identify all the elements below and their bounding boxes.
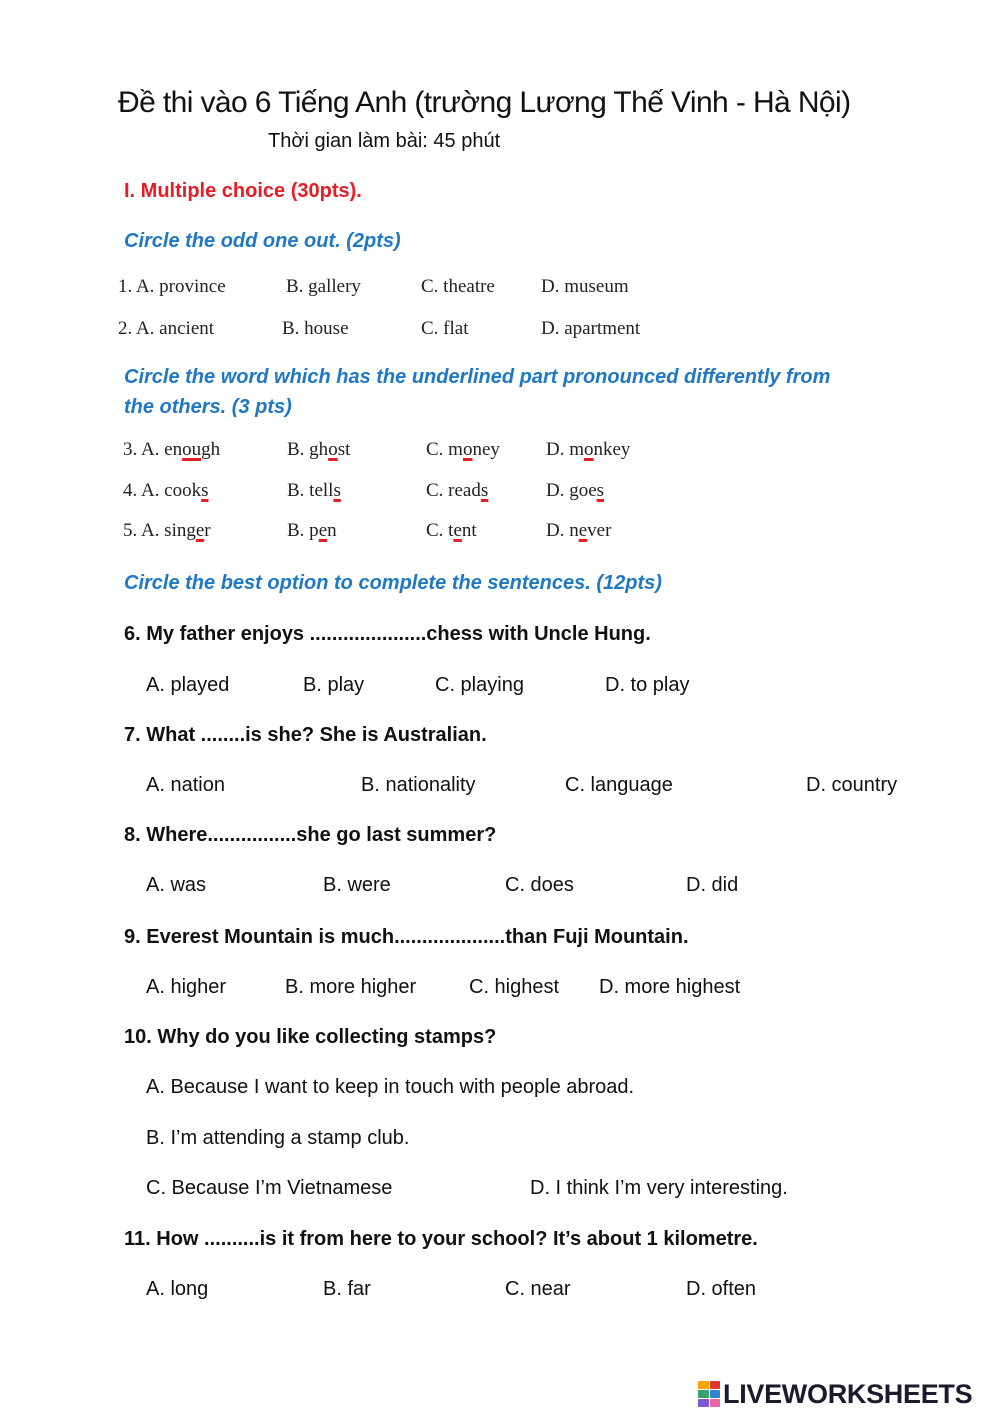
list-item-q1-option-c[interactable]: C. theatre — [421, 276, 495, 297]
list-item-q5-option-c[interactable] — [426, 520, 477, 542]
word-prefix: C. read — [426, 480, 481, 501]
word-suffix: r — [204, 520, 211, 541]
word-prefix: B. p — [287, 520, 319, 541]
q10-option-c[interactable]: C. Because I’m Vietnamese — [146, 1177, 393, 1199]
list-item-q1-option-a[interactable]: 1. A. province — [118, 276, 226, 297]
page-title: Đề thi vào 6 Tiếng Anh (trường Lương Thế Vinh - Hà Nội) — [118, 86, 851, 119]
list-item-q4-option-d[interactable] — [546, 480, 604, 502]
word-suffix: st — [337, 439, 351, 460]
list-item-q2-option-c[interactable]: C. flat — [421, 318, 469, 339]
word-suffix: ver — [587, 520, 612, 541]
page-subtitle: Thời gian làm bài: 45 phút — [268, 130, 501, 152]
underlined-part: e — [578, 520, 588, 541]
word-prefix: D. n — [546, 520, 579, 541]
q8-option-b[interactable]: B. were — [323, 874, 391, 896]
liveworksheets-logo[interactable] — [698, 1379, 972, 1409]
word-prefix: C. t — [426, 520, 454, 541]
q7-option-c[interactable]: C. language — [565, 774, 673, 796]
word-prefix: C. m — [426, 439, 463, 460]
word-suffix: nt — [461, 520, 477, 541]
underlined-part: o — [462, 439, 473, 460]
logo-square — [710, 1399, 721, 1407]
section-heading: I. Multiple choice (30pts). — [124, 180, 362, 202]
list-item-q5-option-a[interactable] — [123, 520, 211, 542]
list-item-q4-option-c[interactable] — [426, 480, 488, 502]
question-6: 6. My father enjoys .....................chess with Uncle Hung. — [124, 623, 651, 645]
list-item-q3-option-c[interactable] — [426, 439, 500, 461]
q7-option-a[interactable]: A. nation — [146, 774, 225, 796]
underlined-part: s — [596, 480, 605, 501]
q9-option-b[interactable]: B. more higher — [285, 976, 417, 998]
underlined-part: ou — [182, 439, 202, 460]
q6-option-c[interactable]: C. playing — [435, 674, 524, 696]
word-prefix: B. gh — [287, 439, 329, 460]
word-prefix: 5. A. sing — [123, 520, 196, 541]
q11-option-c[interactable]: C. near — [505, 1278, 571, 1300]
q8-option-a[interactable]: A. was — [146, 874, 207, 896]
q6-option-a[interactable]: A. played — [146, 674, 230, 696]
list-item-q5-option-b[interactable] — [287, 520, 337, 542]
underlined-part: e — [195, 520, 205, 541]
underlined-part: o — [328, 439, 338, 460]
word-suffix: nkey — [593, 439, 631, 460]
question-9: 9. Everest Mountain is much....................than Fuji Mountain. — [124, 926, 689, 948]
list-item-q3-option-a[interactable] — [123, 439, 220, 461]
underlined-part: o — [584, 439, 594, 460]
underlined-part: e — [453, 520, 462, 541]
q8-option-d[interactable]: D. did — [686, 874, 739, 896]
word-prefix: D. goe — [546, 480, 597, 501]
logo-text: LIVEWORKSHEETS — [723, 1378, 973, 1409]
logo-square — [698, 1381, 709, 1389]
word-suffix: n — [327, 520, 337, 541]
question-11: 11. How ..........is it from here to your school? It’s about 1 kilometre. — [124, 1228, 758, 1250]
q9-option-a[interactable]: A. higher — [146, 976, 227, 998]
q7-option-b[interactable]: B. nationality — [361, 774, 476, 796]
list-item-q4-option-b[interactable] — [287, 480, 341, 502]
q6-option-b[interactable]: B. play — [303, 674, 365, 696]
list-item-q5-option-d[interactable] — [546, 520, 611, 542]
word-prefix: 3. A. en — [123, 439, 183, 460]
q10-option-d[interactable]: D. I think I’m very interesting. — [530, 1177, 788, 1199]
q9-option-d[interactable]: D. more highest — [599, 976, 741, 998]
word-prefix: 4. A. cook — [123, 480, 202, 501]
q6-option-d[interactable]: D. to play — [605, 674, 690, 696]
underlined-part: e — [318, 520, 328, 541]
underlined-part: s — [201, 480, 209, 501]
q9-option-c[interactable]: C. highest — [469, 976, 560, 998]
q8-option-c[interactable]: C. does — [505, 874, 574, 896]
list-item-q2-option-b[interactable]: B. house — [282, 318, 349, 339]
word-prefix: B. tell — [287, 480, 334, 501]
logo-square — [710, 1390, 721, 1398]
list-item-q1-option-b[interactable]: B. gallery — [286, 276, 361, 297]
q11-option-b[interactable]: B. far — [323, 1278, 371, 1300]
instruction-pronunciation-line2: the others. (3 pts) — [124, 396, 292, 418]
q7-option-d[interactable]: D. country — [806, 774, 898, 796]
word-suffix: ney — [472, 439, 500, 460]
list-item-q1-option-d[interactable]: D. museum — [541, 276, 629, 297]
logo-square — [710, 1381, 721, 1389]
word-prefix: D. m — [546, 439, 584, 460]
list-item-q3-option-d[interactable] — [546, 439, 630, 461]
question-10: 10. Why do you like collecting stamps? — [124, 1026, 497, 1048]
list-item-q4-option-a[interactable] — [123, 480, 209, 502]
liveworksheets-logo-icon — [698, 1381, 720, 1407]
underlined-part: s — [333, 480, 341, 501]
logo-square — [698, 1390, 709, 1398]
q11-option-a[interactable]: A. long — [146, 1278, 209, 1300]
list-item-q3-option-b[interactable] — [287, 439, 350, 461]
logo-square — [698, 1399, 709, 1407]
underlined-part: s — [480, 480, 489, 501]
instruction-pronunciation-line1: Circle the word which has the underlined part pronounced differently from — [124, 366, 831, 388]
instruction-odd-one-out: Circle the odd one out. (2pts) — [124, 230, 401, 252]
question-7: 7. What ........is she? She is Australian. — [124, 724, 487, 746]
list-item-q2-option-d[interactable]: D. apartment — [541, 318, 641, 339]
q10-option-a[interactable]: A. Because I want to keep in touch with people abroad. — [146, 1076, 635, 1098]
list-item-q2-option-a[interactable]: 2. A. ancient — [118, 318, 215, 339]
q10-option-b[interactable]: B. I’m attending a stamp club. — [146, 1127, 410, 1149]
word-suffix: gh — [201, 439, 221, 460]
q11-option-d[interactable]: D. often — [686, 1278, 757, 1300]
question-8: 8. Where................she go last summer? — [124, 824, 497, 846]
instruction-best-option: Circle the best option to complete the sentences. (12pts) — [124, 572, 662, 594]
